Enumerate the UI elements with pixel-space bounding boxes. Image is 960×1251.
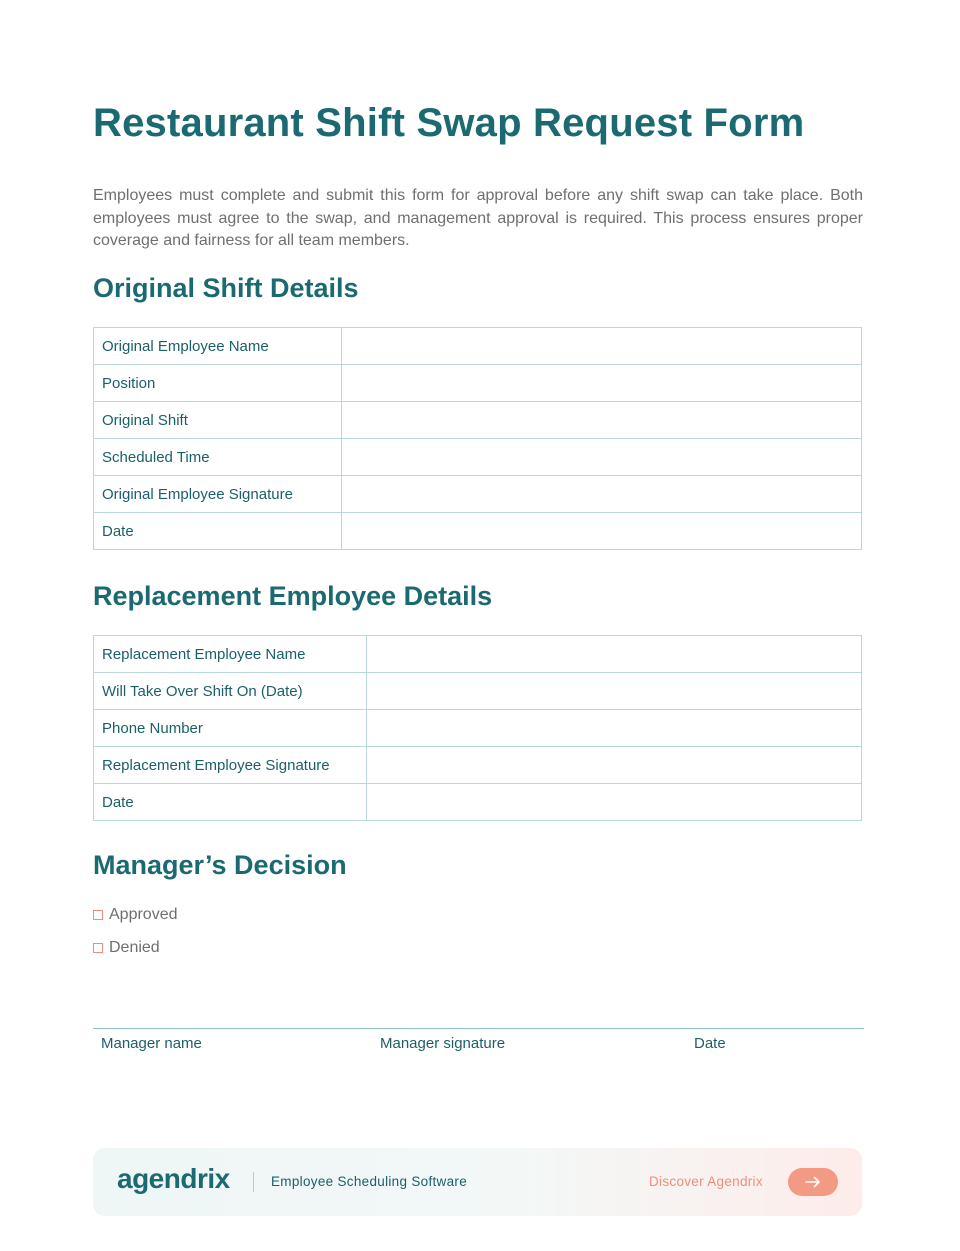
table-row	[94, 439, 862, 476]
original-employee-signature-field[interactable]	[342, 476, 862, 513]
field-label: Date	[94, 513, 342, 550]
banner-divider	[253, 1172, 254, 1192]
replacement-date-field[interactable]	[367, 784, 862, 821]
table-row	[94, 513, 862, 550]
option-label: Approved	[109, 906, 178, 923]
table-row	[94, 328, 862, 365]
replacement-table	[93, 635, 862, 821]
page-title: Restaurant Shift Swap Request Form	[93, 101, 805, 145]
manager-signature-label: Manager signature	[380, 1035, 506, 1052]
replacement-heading: Replacement Employee Details	[93, 581, 493, 611]
original-shift-heading: Original Shift Details	[93, 273, 359, 303]
discover-agendrix-link[interactable]: Discover Agendrix	[649, 1174, 763, 1189]
original-shift-table	[93, 327, 862, 550]
denied-option[interactable]	[93, 939, 160, 957]
table-row	[94, 784, 862, 821]
field-label: Phone Number	[94, 710, 367, 747]
field-label: Replacement Employee Signature	[94, 747, 367, 784]
field-label: Will Take Over Shift On (Date)	[94, 673, 367, 710]
field-label: Date	[94, 784, 367, 821]
scheduled-time-field[interactable]	[342, 439, 862, 476]
original-employee-name-field[interactable]	[342, 328, 862, 365]
option-label: Denied	[109, 939, 160, 956]
table-row	[94, 476, 862, 513]
agendrix-logo[interactable]: agendrix	[117, 1163, 230, 1194]
take-over-date-field[interactable]	[367, 673, 862, 710]
banner-tagline: Employee Scheduling Software	[271, 1174, 468, 1189]
phone-number-field[interactable]	[367, 710, 862, 747]
signature-line	[93, 1028, 864, 1029]
discover-arrow-button[interactable]	[788, 1168, 838, 1196]
field-label: Position	[94, 365, 342, 402]
checkbox-icon[interactable]	[93, 943, 103, 953]
checkbox-icon[interactable]	[93, 910, 103, 920]
table-row	[94, 365, 862, 402]
replacement-employee-name-field[interactable]	[367, 636, 862, 673]
footer-banner	[93, 1148, 862, 1216]
field-label: Scheduled Time	[94, 439, 342, 476]
original-shift-field[interactable]	[342, 402, 862, 439]
intro-paragraph: Employees must complete and submit this form for approval before any shift swap can take place. Both employees must agree to the swap, and management approval is required. This process ensures proper coverage and fairness for all team members.	[93, 187, 863, 249]
table-row	[94, 636, 862, 673]
field-label: Original Employee Signature	[94, 476, 342, 513]
field-label: Original Shift	[94, 402, 342, 439]
table-row	[94, 673, 862, 710]
original-date-field[interactable]	[342, 513, 862, 550]
table-row	[94, 710, 862, 747]
field-label: Replacement Employee Name	[94, 636, 367, 673]
manager-decision-heading: Manager’s Decision	[93, 850, 347, 880]
table-row	[94, 747, 862, 784]
table-row	[94, 402, 862, 439]
arrow-right-icon	[804, 1176, 822, 1188]
replacement-employee-signature-field[interactable]	[367, 747, 862, 784]
field-label: Original Employee Name	[94, 328, 342, 365]
date-label: Date	[694, 1035, 726, 1052]
position-field[interactable]	[342, 365, 862, 402]
manager-name-label: Manager name	[101, 1035, 202, 1052]
approved-option[interactable]	[93, 906, 178, 924]
